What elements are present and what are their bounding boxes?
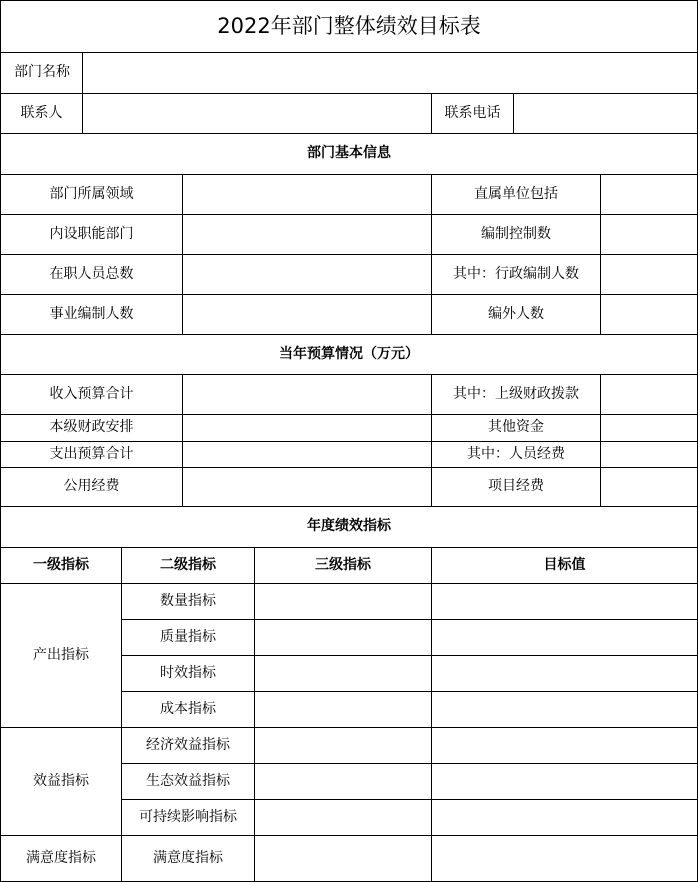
basic-info-left-label: 事业编制人数: [0, 294, 183, 335]
contact-phone-label: 联系电话: [431, 93, 514, 134]
budget-right-input[interactable]: [600, 441, 698, 468]
level3-input[interactable]: [254, 619, 432, 656]
budget-right-label: 其中：人员经费: [431, 441, 601, 468]
contact-person-label: 联系人: [0, 93, 83, 134]
target-value-input[interactable]: [431, 583, 698, 620]
level2-indicator: 成本指标: [121, 691, 255, 728]
basic-info-header: 部门基本信息: [0, 133, 698, 175]
budget-left-label: 本级财政安排: [0, 414, 183, 442]
target-value-input[interactable]: [431, 655, 698, 692]
budget-left-label: 支出预算合计: [0, 441, 183, 468]
basic-info-left-input[interactable]: [182, 214, 432, 255]
level2-indicator: 满意度指标: [121, 835, 255, 882]
basic-info-left-input[interactable]: [182, 254, 432, 295]
budget-right-label: 其他资金: [431, 414, 601, 442]
level1-output: 产出指标: [0, 583, 122, 728]
col-header-level2: 二级指标: [121, 547, 255, 584]
target-value-input[interactable]: [431, 799, 698, 836]
level3-input[interactable]: [254, 655, 432, 692]
basic-info-right-input[interactable]: [600, 254, 698, 295]
target-value-input[interactable]: [431, 619, 698, 656]
level2-indicator: 可持续影响指标: [121, 799, 255, 836]
budget-left-label: 公用经费: [0, 467, 183, 507]
basic-info-right-label: 其中：行政编制人数: [431, 254, 601, 295]
basic-info-right-label: 编制控制数: [431, 214, 601, 255]
level1-benefit: 效益指标: [0, 727, 122, 836]
level3-input[interactable]: [254, 799, 432, 836]
budget-left-input[interactable]: [182, 441, 432, 468]
basic-info-right-label: 直属单位包括: [431, 174, 601, 215]
budget-left-input[interactable]: [182, 374, 432, 415]
budget-left-input[interactable]: [182, 414, 432, 442]
basic-info-right-input[interactable]: [600, 294, 698, 335]
level2-indicator: 质量指标: [121, 619, 255, 656]
target-value-input[interactable]: [431, 727, 698, 764]
target-value-input[interactable]: [431, 835, 698, 882]
budget-right-input[interactable]: [600, 414, 698, 442]
budget-left-input[interactable]: [182, 467, 432, 507]
basic-info-right-input[interactable]: [600, 214, 698, 255]
level2-indicator: 生态效益指标: [121, 763, 255, 800]
target-value-input[interactable]: [431, 691, 698, 728]
budget-left-label: 收入预算合计: [0, 374, 183, 415]
dept-name-input[interactable]: [82, 52, 698, 94]
budget-header: 当年预算情况（万元）: [0, 334, 698, 375]
level3-input[interactable]: [254, 835, 432, 882]
level1-satisfaction: 满意度指标: [0, 835, 122, 882]
col-header-level3: 三级指标: [254, 547, 432, 584]
level3-input[interactable]: [254, 727, 432, 764]
dept-name-label: 部门名称: [0, 52, 83, 94]
basic-info-left-input[interactable]: [182, 294, 432, 335]
contact-person-input[interactable]: [82, 93, 432, 134]
budget-right-label: 其中：上级财政拨款: [431, 374, 601, 415]
contact-phone-input[interactable]: [513, 93, 698, 134]
level2-indicator: 时效指标: [121, 655, 255, 692]
col-header-level1: 一级指标: [0, 547, 122, 584]
budget-right-label: 项目经费: [431, 467, 601, 507]
basic-info-left-label: 内设职能部门: [0, 214, 183, 255]
budget-right-input[interactable]: [600, 467, 698, 507]
level2-indicator: 经济效益指标: [121, 727, 255, 764]
col-header-target: 目标值: [431, 547, 698, 584]
basic-info-left-label: 部门所属领域: [0, 174, 183, 215]
basic-info-right-input[interactable]: [600, 174, 698, 215]
basic-info-left-label: 在职人员总数: [0, 254, 183, 295]
level3-input[interactable]: [254, 763, 432, 800]
target-value-input[interactable]: [431, 763, 698, 800]
level3-input[interactable]: [254, 583, 432, 620]
basic-info-left-input[interactable]: [182, 174, 432, 215]
performance-header: 年度绩效指标: [0, 506, 698, 548]
budget-right-input[interactable]: [600, 374, 698, 415]
page-title: 2022年部门整体绩效目标表: [0, 0, 698, 53]
basic-info-right-label: 编外人数: [431, 294, 601, 335]
level3-input[interactable]: [254, 691, 432, 728]
level2-indicator: 数量指标: [121, 583, 255, 620]
